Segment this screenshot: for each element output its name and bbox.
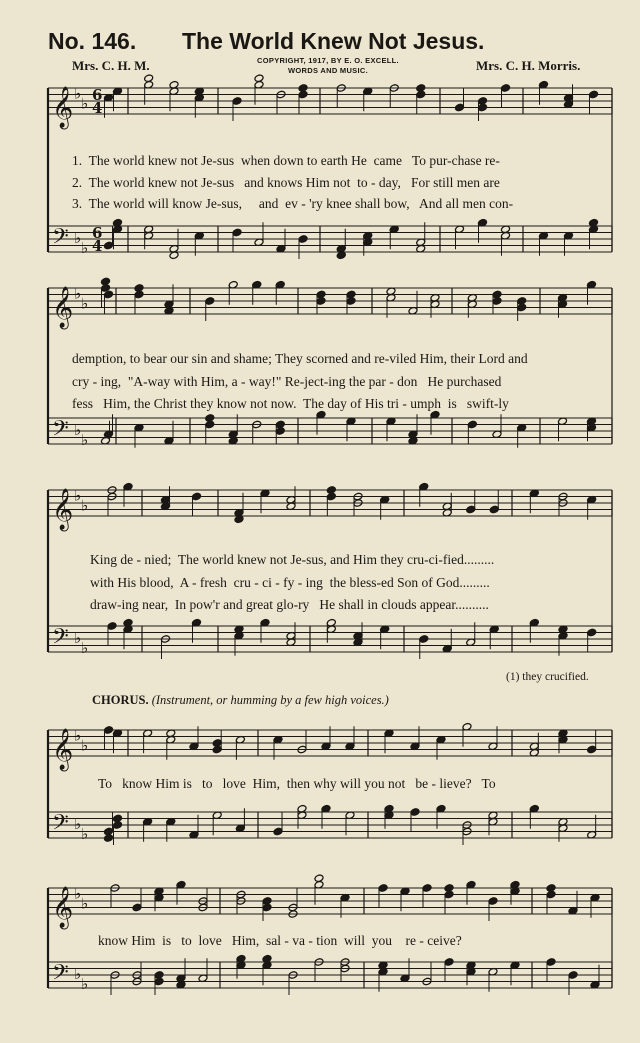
note-head	[101, 277, 111, 286]
note-head	[232, 97, 242, 106]
note-head	[422, 884, 432, 893]
flat-icon: ♭	[74, 965, 82, 983]
flat-icon: ♭	[81, 94, 89, 113]
note-head	[316, 297, 326, 306]
note-head	[192, 492, 202, 501]
note-head	[205, 297, 215, 306]
treble-clef-icon: 𝄞	[52, 729, 74, 770]
flat-icon: ♭	[74, 815, 82, 833]
flat-icon: ♭	[74, 884, 82, 903]
note-head	[104, 241, 114, 250]
note-head	[467, 420, 477, 429]
hymn-number: No. 146.	[48, 28, 137, 54]
note-head	[298, 84, 308, 93]
note-head	[232, 228, 242, 237]
treble-clef-icon: 𝄞	[52, 287, 74, 328]
flat-icon: ♭	[74, 229, 82, 247]
note-head	[144, 74, 154, 83]
bass-clef-icon: 𝄢	[52, 624, 69, 655]
verse-line: draw-ing near, In pow'r and great glo-ry He shall in clouds appear..........	[90, 597, 489, 612]
note-head	[254, 74, 264, 83]
note-head	[107, 622, 117, 631]
flat-icon: ♭	[74, 84, 82, 103]
chorus-heading	[92, 693, 389, 708]
note-head	[275, 427, 285, 436]
note-head	[262, 903, 272, 912]
note-head	[273, 827, 283, 836]
bass-clef-icon: 𝄢	[52, 960, 69, 991]
note-head	[378, 884, 388, 893]
note-head	[212, 739, 222, 748]
flat-icon: ♭	[74, 421, 82, 439]
note-head	[492, 297, 502, 306]
note-head	[326, 486, 336, 495]
verse-line: 1. The world knew not Je-sus when down to earth He came To pur-chase re-	[72, 153, 500, 168]
copyright-line: COPYRIGHT, 1917, BY E. O. EXCELL.	[257, 56, 399, 65]
verse-line: 2. The world knew not Je-sus and knows Him not to - day, For still men are	[72, 175, 500, 190]
note-head	[132, 903, 142, 912]
verse-line: demption, to bear our sin and shame; They scorned and re-viled Him, their Lord and	[72, 351, 528, 366]
verse-line: King de - nied; The world knew not Je-sus, and Him they cru-ci-fied.........	[90, 552, 495, 567]
flat-icon: ♭	[74, 629, 82, 647]
flat-icon: ♭	[81, 974, 89, 993]
note-head	[587, 628, 597, 637]
music-author: Mrs. C. H. Morris.	[476, 58, 581, 73]
flat-icon: ♭	[81, 238, 89, 257]
treble-clef-icon: 𝄞	[52, 489, 74, 530]
flat-icon: ♭	[81, 294, 89, 313]
note-head	[587, 745, 597, 754]
note-head	[466, 505, 476, 514]
note-head	[489, 505, 499, 514]
note-head	[134, 284, 144, 293]
flat-icon: ♭	[81, 894, 89, 913]
flat-icon: ♭	[74, 284, 82, 303]
note-head	[455, 103, 465, 112]
bass-clef-icon: 𝄢	[52, 810, 69, 841]
note-head	[444, 958, 454, 967]
note-head	[410, 808, 420, 817]
flat-icon: ♭	[74, 486, 82, 505]
words-author: Mrs. C. H. M.	[72, 58, 150, 73]
note-head	[113, 814, 123, 823]
note-head	[568, 971, 578, 980]
note-head	[419, 635, 429, 644]
note-head	[346, 297, 356, 306]
chorus-instruction: (Instrument, or humming by a few high voices.)	[151, 693, 389, 707]
note-head	[205, 414, 215, 423]
flat-icon: ♭	[74, 726, 82, 745]
time-signature-top: 6	[92, 86, 103, 104]
verse-line: cry - ing, "A-way with Him, a - way!" Re-ject-ing the par - don He purchased	[72, 374, 502, 389]
verse-line: fess Him, the Christ they know not now. The day of His tri - umph is swift-ly	[72, 396, 509, 411]
note-head	[314, 874, 324, 883]
note-head	[478, 103, 488, 112]
hymn-title: The World Knew Not Jesus.	[182, 28, 485, 54]
note-head	[444, 884, 454, 893]
note-head	[589, 90, 599, 99]
flat-icon: ♭	[81, 496, 89, 515]
note-head	[488, 897, 498, 906]
footnote: (1) they crucified.	[506, 671, 589, 683]
copyright-subline: WORDS AND MUSIC.	[288, 66, 368, 75]
flat-icon: ♭	[81, 824, 89, 843]
note-head	[104, 726, 114, 735]
note-head	[298, 235, 308, 244]
note-head	[154, 977, 164, 986]
verse-line: 3. The world will know Je-sus, and ev - 'ry knee shall bow, And all men con-	[72, 196, 514, 211]
note-head	[517, 303, 527, 312]
treble-clef-icon: 𝄞	[52, 87, 74, 128]
note-head	[546, 958, 556, 967]
time-signature-bottom: 4	[92, 99, 103, 117]
time-signature-top: 6	[92, 224, 103, 242]
flat-icon: ♭	[81, 736, 89, 755]
treble-clef-icon: 𝄞	[52, 887, 74, 928]
bass-clef-icon: 𝄢	[52, 224, 69, 255]
verse-line: with His blood, A - fresh cru - ci - fy - ing the bless-ed Son of God.........	[90, 575, 490, 590]
note-head	[416, 84, 426, 93]
flat-icon: ♭	[81, 430, 89, 449]
chorus-label: CHORUS.	[92, 693, 149, 707]
time-signature-bottom: 4	[92, 237, 103, 255]
flat-icon: ♭	[81, 638, 89, 657]
bass-clef-icon: 𝄢	[52, 416, 69, 447]
note-head	[546, 884, 556, 893]
chorus-lyric: know Him is to love Him, sal - va - tion will you re - ceive?	[98, 933, 462, 948]
chorus-lyric: To know Him is to love Him, then why will you not be - lieve? To	[98, 776, 496, 791]
note-head	[501, 84, 511, 93]
note-head	[104, 834, 114, 843]
